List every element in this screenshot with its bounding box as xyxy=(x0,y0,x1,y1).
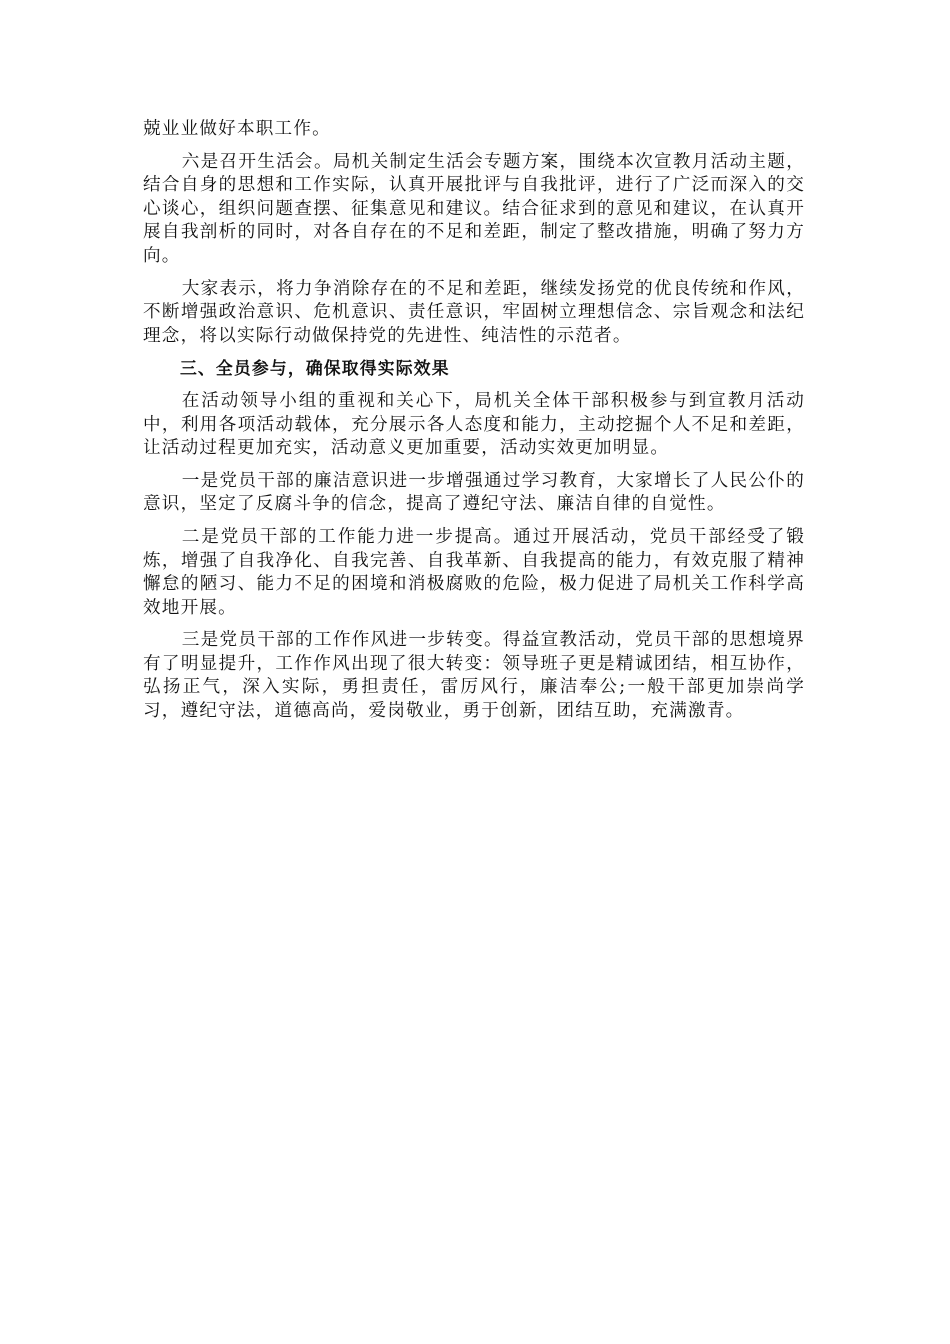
section-heading: 三、全员参与，确保取得实际效果 xyxy=(179,358,450,379)
paragraph-point-three: 三是党员干部的工作作风进一步转变。得益宣教活动，党员干部的思想境界有了明显提升，工作作风出现了很大转变：领导班子更是精诚团结，相互协作，弘扬正气，深入实际，勇担责任，雷厉风行，廉洁奉公;一般干部更加崇尚学习，遵纪守法，道德高尚，爱岗敬业，勇于创新，团结互助，充满激青。 xyxy=(143,630,805,722)
paragraph-item-six: 六是召开生活会。局机关制定生活会专题方案，围绕本次宣教月活动主题，结合自身的思想和工作实际，认真开展批评与自我批评，进行了广泛而深入的交心谈心，组织问题查摆、征集意见和建议。结合征求到的意见和建议，在认真开展自我剖析的同时，对各自存在的不足和差距，制定了整改措施，明确了努力方向。 xyxy=(143,151,805,266)
paragraph-section-intro: 在活动领导小组的重视和关心下，局机关全体干部积极参与到宣教月活动中，利用各项活动载体，充分展示各人态度和能力，主动挖掘个人不足和差距，让活动过程更加充实，活动意义更加重要，活动实效更加明显。 xyxy=(143,390,805,459)
paragraph-continuation: 兢业业做好本职工作。 xyxy=(143,119,331,139)
document-page xyxy=(143,118,805,733)
paragraph-point-one: 一是党员干部的廉洁意识进一步增强通过学习教育，大家增长了人民公仆的意识，坚定了反腐斗争的信念，提高了遵纪守法、廉洁自律的自觉性。 xyxy=(143,470,805,515)
paragraph-statement: 大家表示，将力争消除存在的不足和差距，继续发扬党的优良传统和作风，不断增强政治意识、危机意识、责任意识，牢固树立理想信念、宗旨观念和法纪理念，将以实际行动做保持党的先进性、纯洁性的示范者。 xyxy=(143,278,805,346)
paragraph-point-two: 二是党员干部的工作能力进一步提高。通过开展活动，党员干部经受了锻炼，增强了自我净化、自我完善、自我革新、自我提高的能力，有效克服了精神懈怠的陋习、能力不足的困境和消极腐败的危险，极力促进了局机关工作科学高效地开展。 xyxy=(143,526,805,618)
